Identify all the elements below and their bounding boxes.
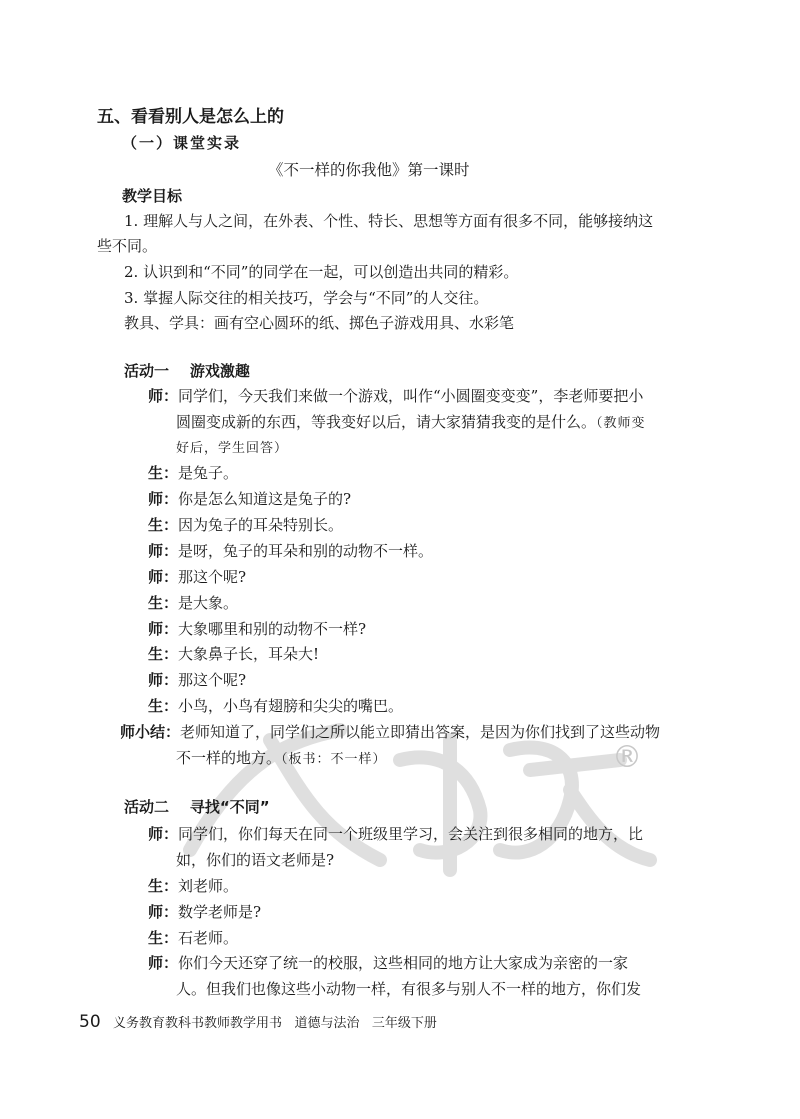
dialogue-line: 生：是大象。 — [148, 594, 239, 612]
goal-number: 3. — [124, 289, 139, 307]
dialogue-line: 生：是兔子。 — [148, 464, 239, 482]
activity2-intro-line2: 如，你们的语文老师是? — [176, 851, 335, 869]
dialogue-line: 师：那这个呢? — [148, 568, 247, 586]
dialogue-line: 生：刘老师。 — [148, 877, 239, 895]
grade-level: 三年级下册 — [371, 1016, 437, 1031]
goal-text: 掌握人际交往的相关技巧，学会与“不同”的人交往。 — [143, 289, 489, 307]
dialogue-line: 师：是呀，兔子的耳朵和别的动物不一样。 — [148, 542, 434, 560]
speaker-label: 师小结： — [120, 723, 181, 741]
course-title: 《不一样的你我他》第一课时 — [268, 161, 470, 179]
dialogue-line: 生：因为兔子的耳朵特别长。 — [148, 516, 344, 534]
goal-item-1 — [124, 210, 653, 231]
dialogue-line: 师：那这个呢? — [148, 671, 247, 689]
section-title: 五、看看别人是怎么上的 — [97, 107, 284, 127]
dialogue-line: 师：大象哪里和别的动物不一样? — [148, 620, 367, 638]
dialogue-line: 生：小鸟，小鸟有翅膀和尖尖的嘴巴。 — [148, 697, 404, 715]
activity2-closing-line2: 人。但我们也像这些小动物一样，有很多与别人不一样的地方，你们发 — [176, 980, 642, 998]
speaker-label: 师： — [148, 954, 179, 972]
speaker-label: 师： — [148, 825, 179, 843]
activity-title: 游戏激趣 — [189, 362, 250, 380]
teacher-intro-line3: 好后，学生回答） — [176, 441, 289, 456]
goal-item-1-cont: 些不同。 — [97, 237, 158, 255]
dialogue-line: 生：石老师。 — [148, 929, 239, 947]
dialogue-line: 师：数学老师是? — [148, 903, 262, 921]
speaker-label: 师： — [148, 387, 179, 405]
teacher-intro-line1: 师：同学们，今天我们来做一个游戏，叫作“小圆圈变变变”，李老师要把小 — [148, 387, 644, 405]
page-number: 50 — [79, 1012, 101, 1032]
activity-title: 寻找“不同” — [189, 798, 270, 816]
page-footer — [79, 1012, 437, 1032]
goal-text: 理解人与人之间，在外表、个性、特长、思想等方面有很多不同，能够接纳这 — [143, 212, 654, 230]
dialogue-line: 师：你是怎么知道这是兔子的? — [148, 490, 352, 508]
activity1-heading — [124, 360, 250, 381]
book-title: 义务教育教科书教师教学用书 — [113, 1016, 283, 1031]
goal-text: 认识到和“不同”的同学在一起，可以创造出共同的精彩。 — [143, 263, 519, 281]
activity2-heading — [124, 796, 270, 817]
registered-mark: ® — [612, 740, 642, 775]
materials: 教具、学具：画有空心圆环的纸、掷色子游戏用具、水彩笔 — [124, 314, 515, 332]
goal-number: 1. — [124, 212, 139, 230]
goals-heading: 教学目标 — [122, 187, 183, 205]
teacher-summary-line2: 不一样的地方。（板书：不一样） — [176, 749, 387, 767]
dialogue-line: 生：大象鼻子长，耳朵大! — [148, 645, 320, 663]
activity-label: 活动二 — [124, 798, 170, 816]
goal-item-3 — [124, 287, 488, 308]
activity2-intro-line1: 师：同学们，你们每天在同一个班级里学习，会关注到很多相同的地方，比 — [148, 825, 644, 843]
teacher-intro-line2: 圆圈变成新的东西，等我变好以后，请大家猜猜我变的是什么。（教师变 — [176, 413, 646, 431]
goal-number: 2. — [124, 263, 139, 281]
activity2-closing-line1: 师：你们今天还穿了统一的校服，这些相同的地方让大家成为亲密的一家 — [148, 954, 629, 972]
subsection-title: （一）课堂实录 — [122, 134, 242, 152]
teacher-summary-line1: 师小结：老师知道了，同学们之所以能立即猜出答案，是因为你们找到了这些动物 — [120, 723, 661, 741]
goal-item-2 — [124, 261, 518, 282]
activity-label: 活动一 — [124, 362, 170, 380]
subject-name: 道德与法治 — [294, 1016, 360, 1031]
